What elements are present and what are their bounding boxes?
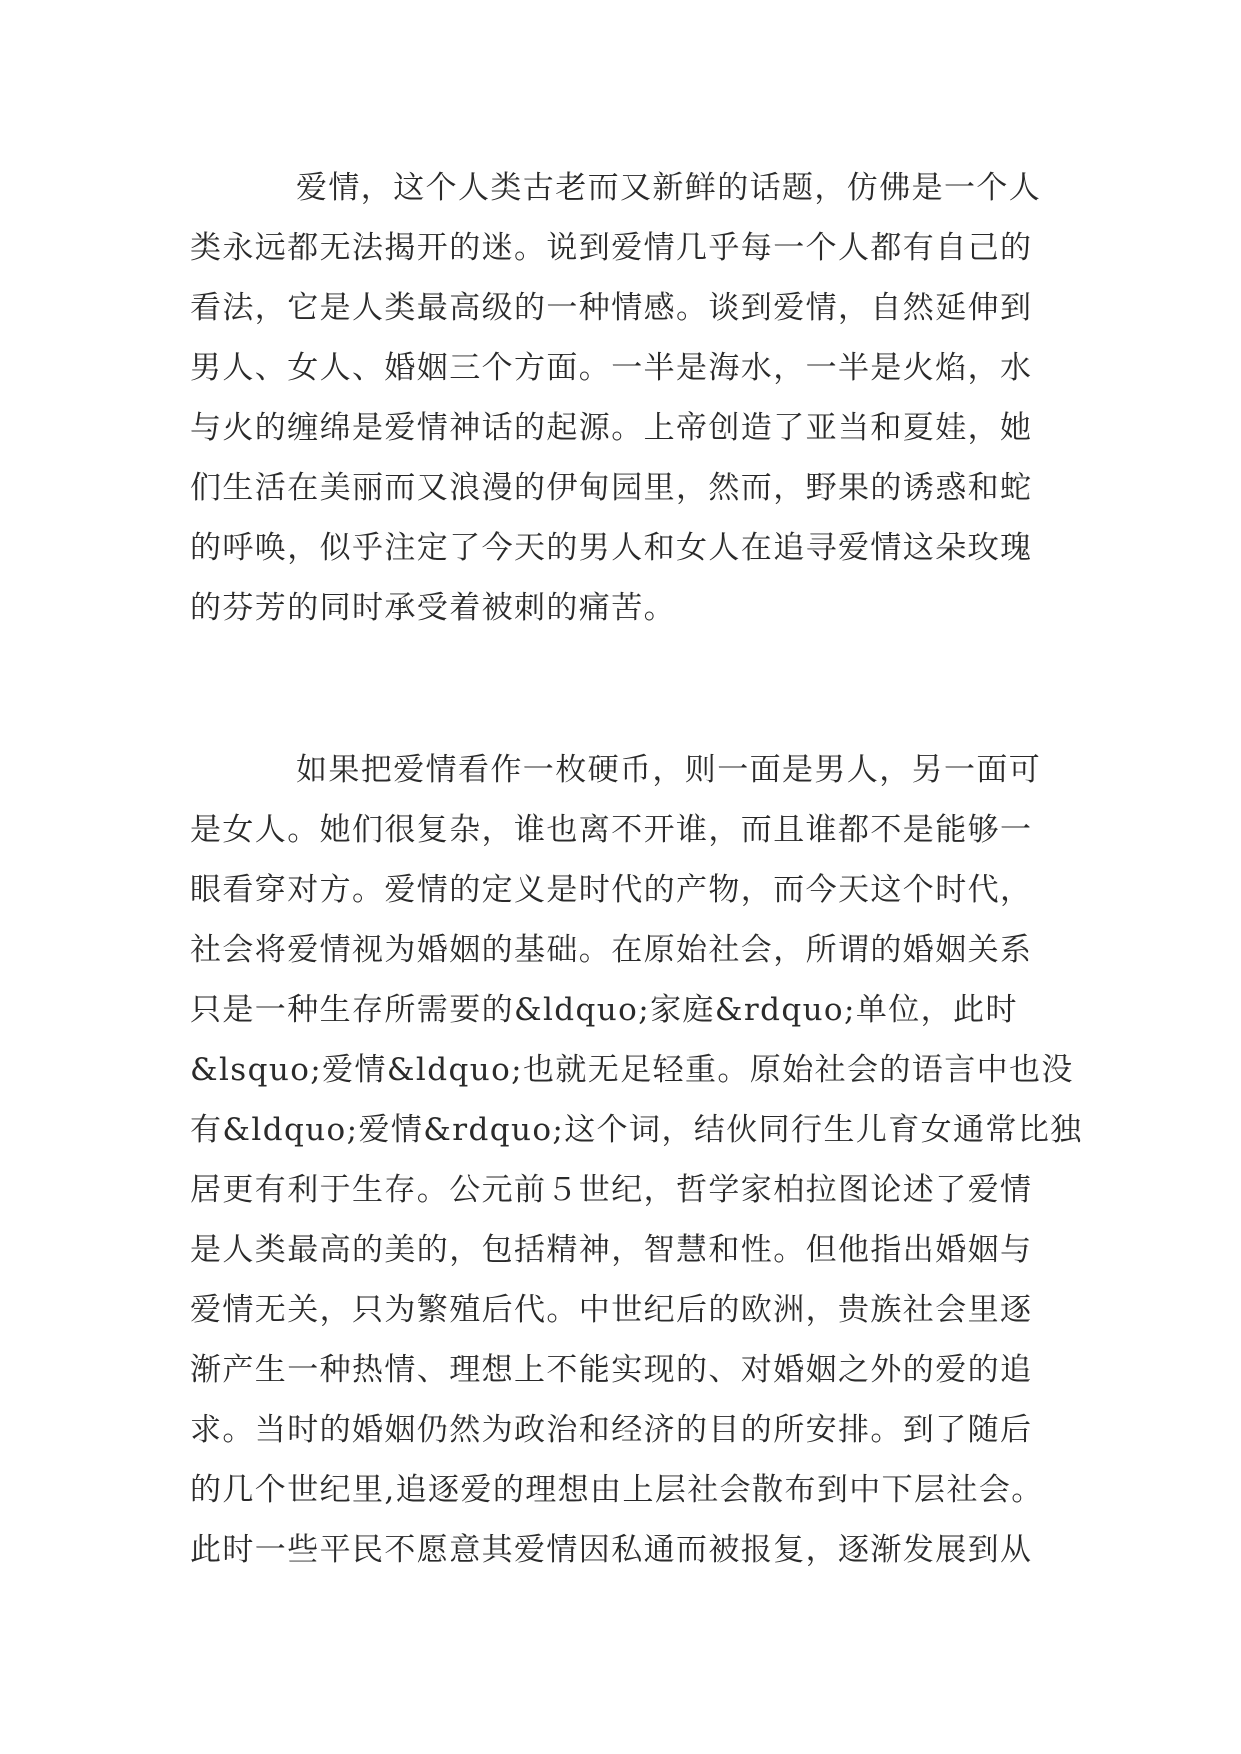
text-line: 看法，它是人类最高级的一种情感。谈到爱情，自然延伸到 — [190, 290, 1033, 326]
text-line: 与火的缠绵是爱情神话的起源。上帝创造了亚当和夏娃，她 — [190, 410, 1033, 446]
text-line: 只是一种生存所需要的&ldquo;家庭&rdquo;单位，此时 — [190, 992, 1018, 1028]
text-line: 男人、女人、婚姻三个方面。一半是海水，一半是火焰，水 — [190, 350, 1033, 386]
text-line: 们生活在美丽而又浪漫的伊甸园里，然而，野果的诱惑和蛇 — [190, 470, 1033, 506]
text-line: 是女人。她们很复杂，谁也离不开谁，而且谁都不是能够一 — [190, 812, 1033, 848]
text-line: 爱情无关，只为繁殖后代。中世纪后的欧洲，贵族社会里逐 — [190, 1292, 1033, 1328]
text-line: 类永远都无法揭开的迷。说到爱情几乎每一个人都有自己的 — [190, 230, 1033, 266]
text-line: 是人类最高的美的，包括精神，智慧和性。但他指出婚姻与 — [190, 1232, 1033, 1268]
text-line: 有&ldquo;爱情&rdquo;这个词，结伙同行生儿育女通常比独 — [190, 1112, 1083, 1148]
text-line: 眼看穿对方。爱情的定义是时代的产物，而今天这个时代， — [190, 872, 1033, 908]
paragraph-1 — [190, 158, 1050, 638]
text-line: 社会将爱情视为婚姻的基础。在原始社会，所谓的婚姻关系 — [190, 932, 1033, 968]
text-line: 居更有利于生存。公元前５世纪，哲学家柏拉图论述了爱情 — [190, 1172, 1033, 1208]
text-line: 的芬芳的同时承受着被刺的痛苦。 — [190, 590, 676, 626]
text-line: 此时一些平民不愿意其爱情因私通而被报复，逐渐发展到从 — [190, 1532, 1033, 1568]
text-line: 的几个世纪里,追逐爱的理想由上层社会散布到中下层社会。 — [190, 1472, 1044, 1508]
text-line: 渐产生一种热情、理想上不能实现的、对婚姻之外的爱的追 — [190, 1352, 1033, 1388]
text-line: 如果把爱情看作一枚硬币，则一面是男人，另一面可 — [296, 752, 1042, 788]
text-line: 的呼唤，似乎注定了今天的男人和女人在追寻爱情这朵玫瑰 — [190, 530, 1033, 566]
paragraph-2 — [190, 740, 1083, 1580]
text-line: 爱情，这个人类古老而又新鲜的话题，仿佛是一个人 — [296, 170, 1042, 206]
text-line: &lsquo;爱情&ldquo;也就无足轻重。原始社会的语言中也没 — [190, 1052, 1074, 1088]
text-line: 求。当时的婚姻仍然为政治和经济的目的所安排。到了随后 — [190, 1412, 1033, 1448]
